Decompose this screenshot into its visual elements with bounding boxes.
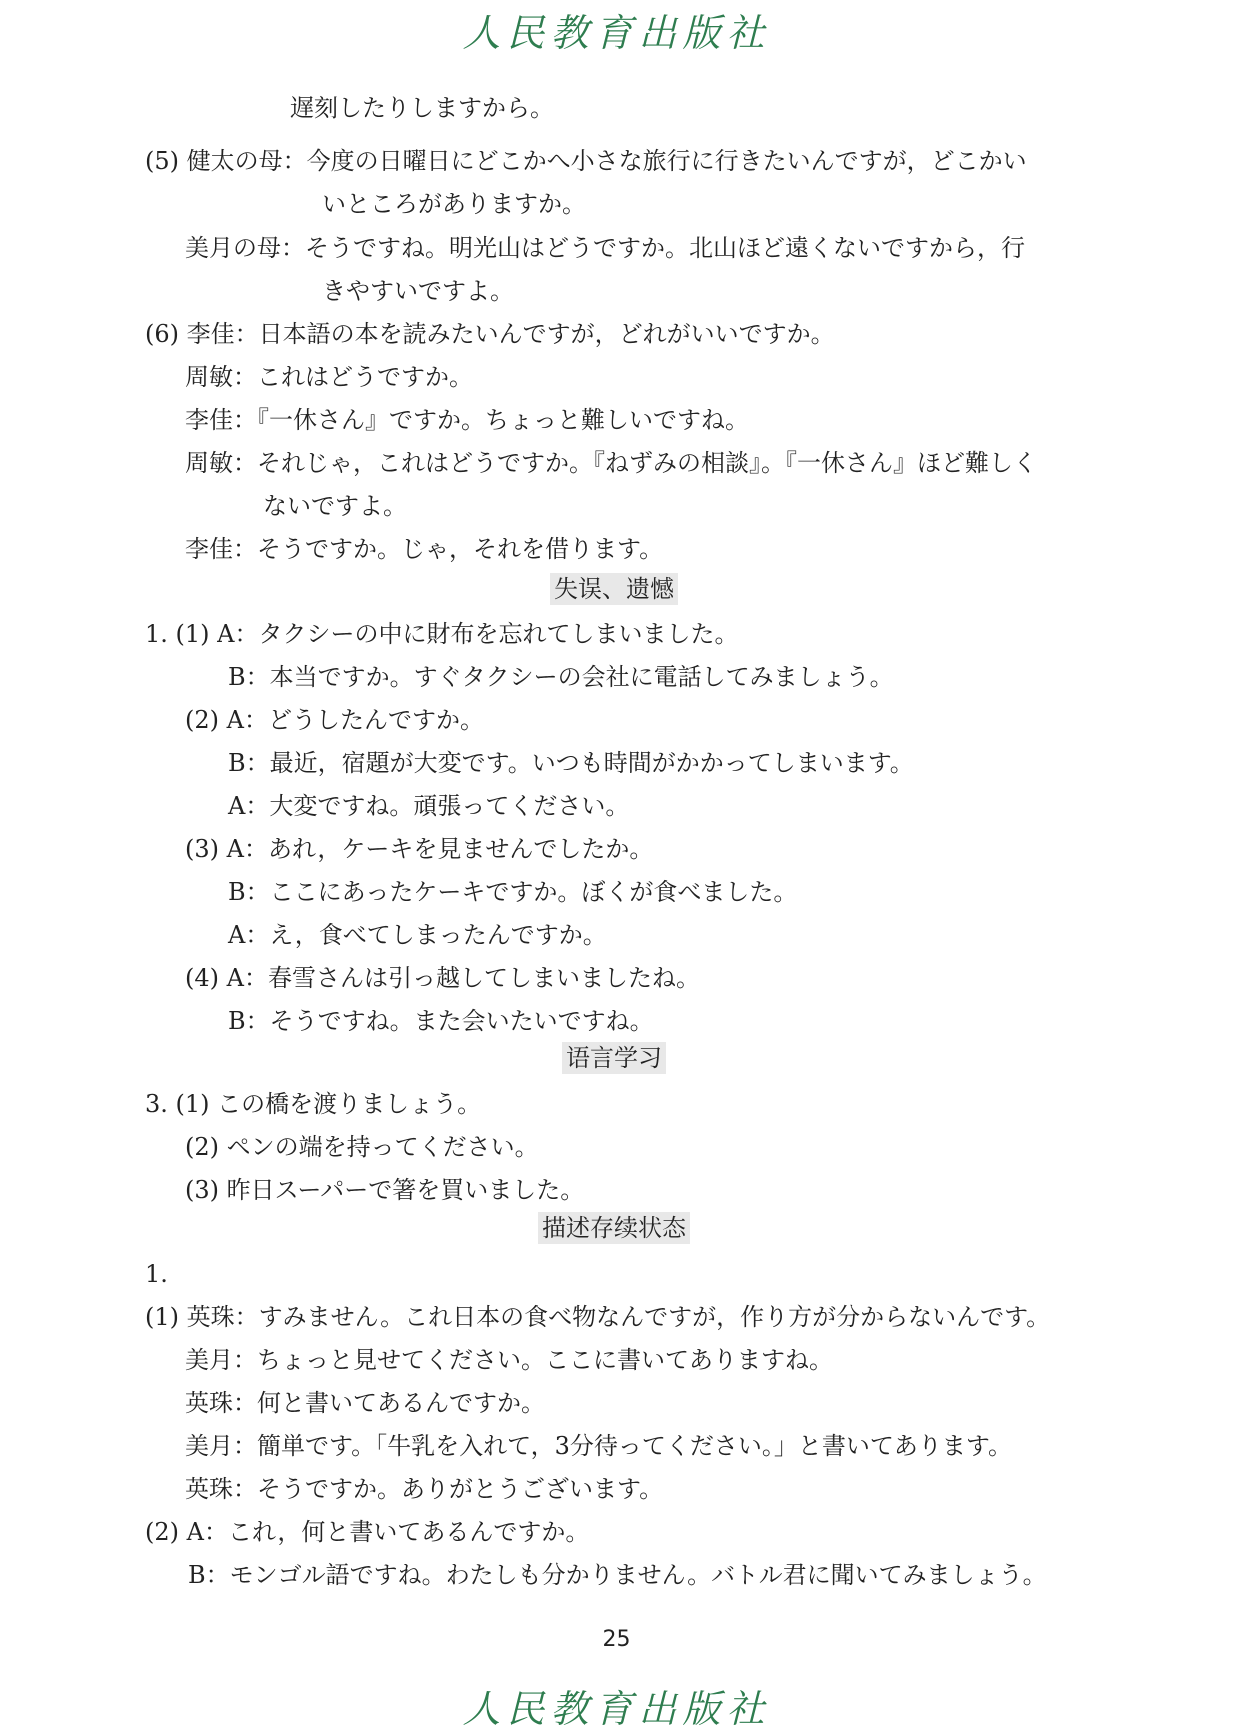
text-line: 李佳：『一休さん』ですか。ちょっと難しいですね。 <box>185 406 749 434</box>
text-line: (5) 健太の母：今度の日曜日にどこかへ小さな旅行に行きたいんですが，どこかい <box>145 147 1027 175</box>
text-line: 美月：簡単です。「牛乳を入れて，3分待ってください。」と書いてあります。 <box>185 1432 1012 1460</box>
text-line: (1) 英珠：すみません。これ日本の食べ物なんですが，作り方が分からないんです。 <box>145 1303 1051 1331</box>
text-line: (2) A：これ，何と書いてあるんですか。 <box>145 1518 590 1546</box>
text-line: B：最近，宿題が大変です。いつも時間がかかってしまいます。 <box>228 749 914 777</box>
text-line: (4) A：春雪さんは引っ越してしまいましたね。 <box>185 964 700 992</box>
text-line: 英珠：そうですか。ありがとうございます。 <box>185 1475 664 1503</box>
text-line: 1. <box>145 1260 168 1288</box>
text-line: 1. (1) A：タクシーの中に財布を忘れてしまいました。 <box>145 620 739 648</box>
text-line: 周敏：これはどうですか。 <box>185 363 473 391</box>
text-line: 周敏：それじゃ，これはどうですか。『ねずみの相談』。『一休さん』ほど難しく <box>185 449 1037 477</box>
section-header-mistakes: 失误、遗憾 <box>550 573 678 605</box>
publisher-logo-top: 人民教育出版社 <box>462 11 771 55</box>
text-line: B：モンゴル語ですね。わたしも分かりません。バトル君に聞いてみましょう。 <box>188 1561 1047 1589</box>
page-number: 25 <box>602 1627 631 1652</box>
text-line: 李佳：そうですか。じゃ，それを借ります。 <box>185 535 664 563</box>
text-line: 美月の母：そうですね。明光山はどうですか。北山ほど遠くないですから，行 <box>185 234 1025 262</box>
text-line: (2) ペンの端を持ってください。 <box>185 1133 539 1161</box>
section-header-state: 描述存续状态 <box>538 1212 690 1244</box>
text-line: 遅刻したりしますから。 <box>290 94 554 122</box>
text-line: A：え，食べてしまったんですか。 <box>228 921 607 949</box>
text-line: 英珠：何と書いてあるんですか。 <box>185 1389 545 1417</box>
text-line: ないですよ。 <box>263 492 407 520</box>
text-line: (2) A：どうしたんですか。 <box>185 706 484 734</box>
publisher-logo-bottom: 人民教育出版社 <box>462 1687 771 1731</box>
text-line: 美月：ちょっと見せてください。ここに書いてありますね。 <box>185 1346 833 1374</box>
text-line: B：本当ですか。すぐタクシーの会社に電話してみましょう。 <box>228 663 894 691</box>
section-header-language: 语言学习 <box>562 1042 666 1074</box>
text-line: (6) 李佳：日本語の本を読みたいんですが，どれがいいですか。 <box>145 320 835 348</box>
text-line: 3. (1) この橋を渡りましょう。 <box>145 1090 482 1118</box>
text-line: いところがありますか。 <box>322 190 586 218</box>
text-line: (3) A：あれ，ケーキを見ませんでしたか。 <box>185 835 654 863</box>
text-line: (3) 昨日スーパーで箸を買いました。 <box>185 1176 585 1204</box>
text-line: B：そうですね。また会いたいですね。 <box>228 1007 654 1035</box>
text-line: きやすいですよ。 <box>322 277 514 305</box>
text-line: A：大変ですね。頑張ってください。 <box>228 792 630 820</box>
text-line: B：ここにあったケーキですか。ぼくが食べました。 <box>228 878 798 906</box>
